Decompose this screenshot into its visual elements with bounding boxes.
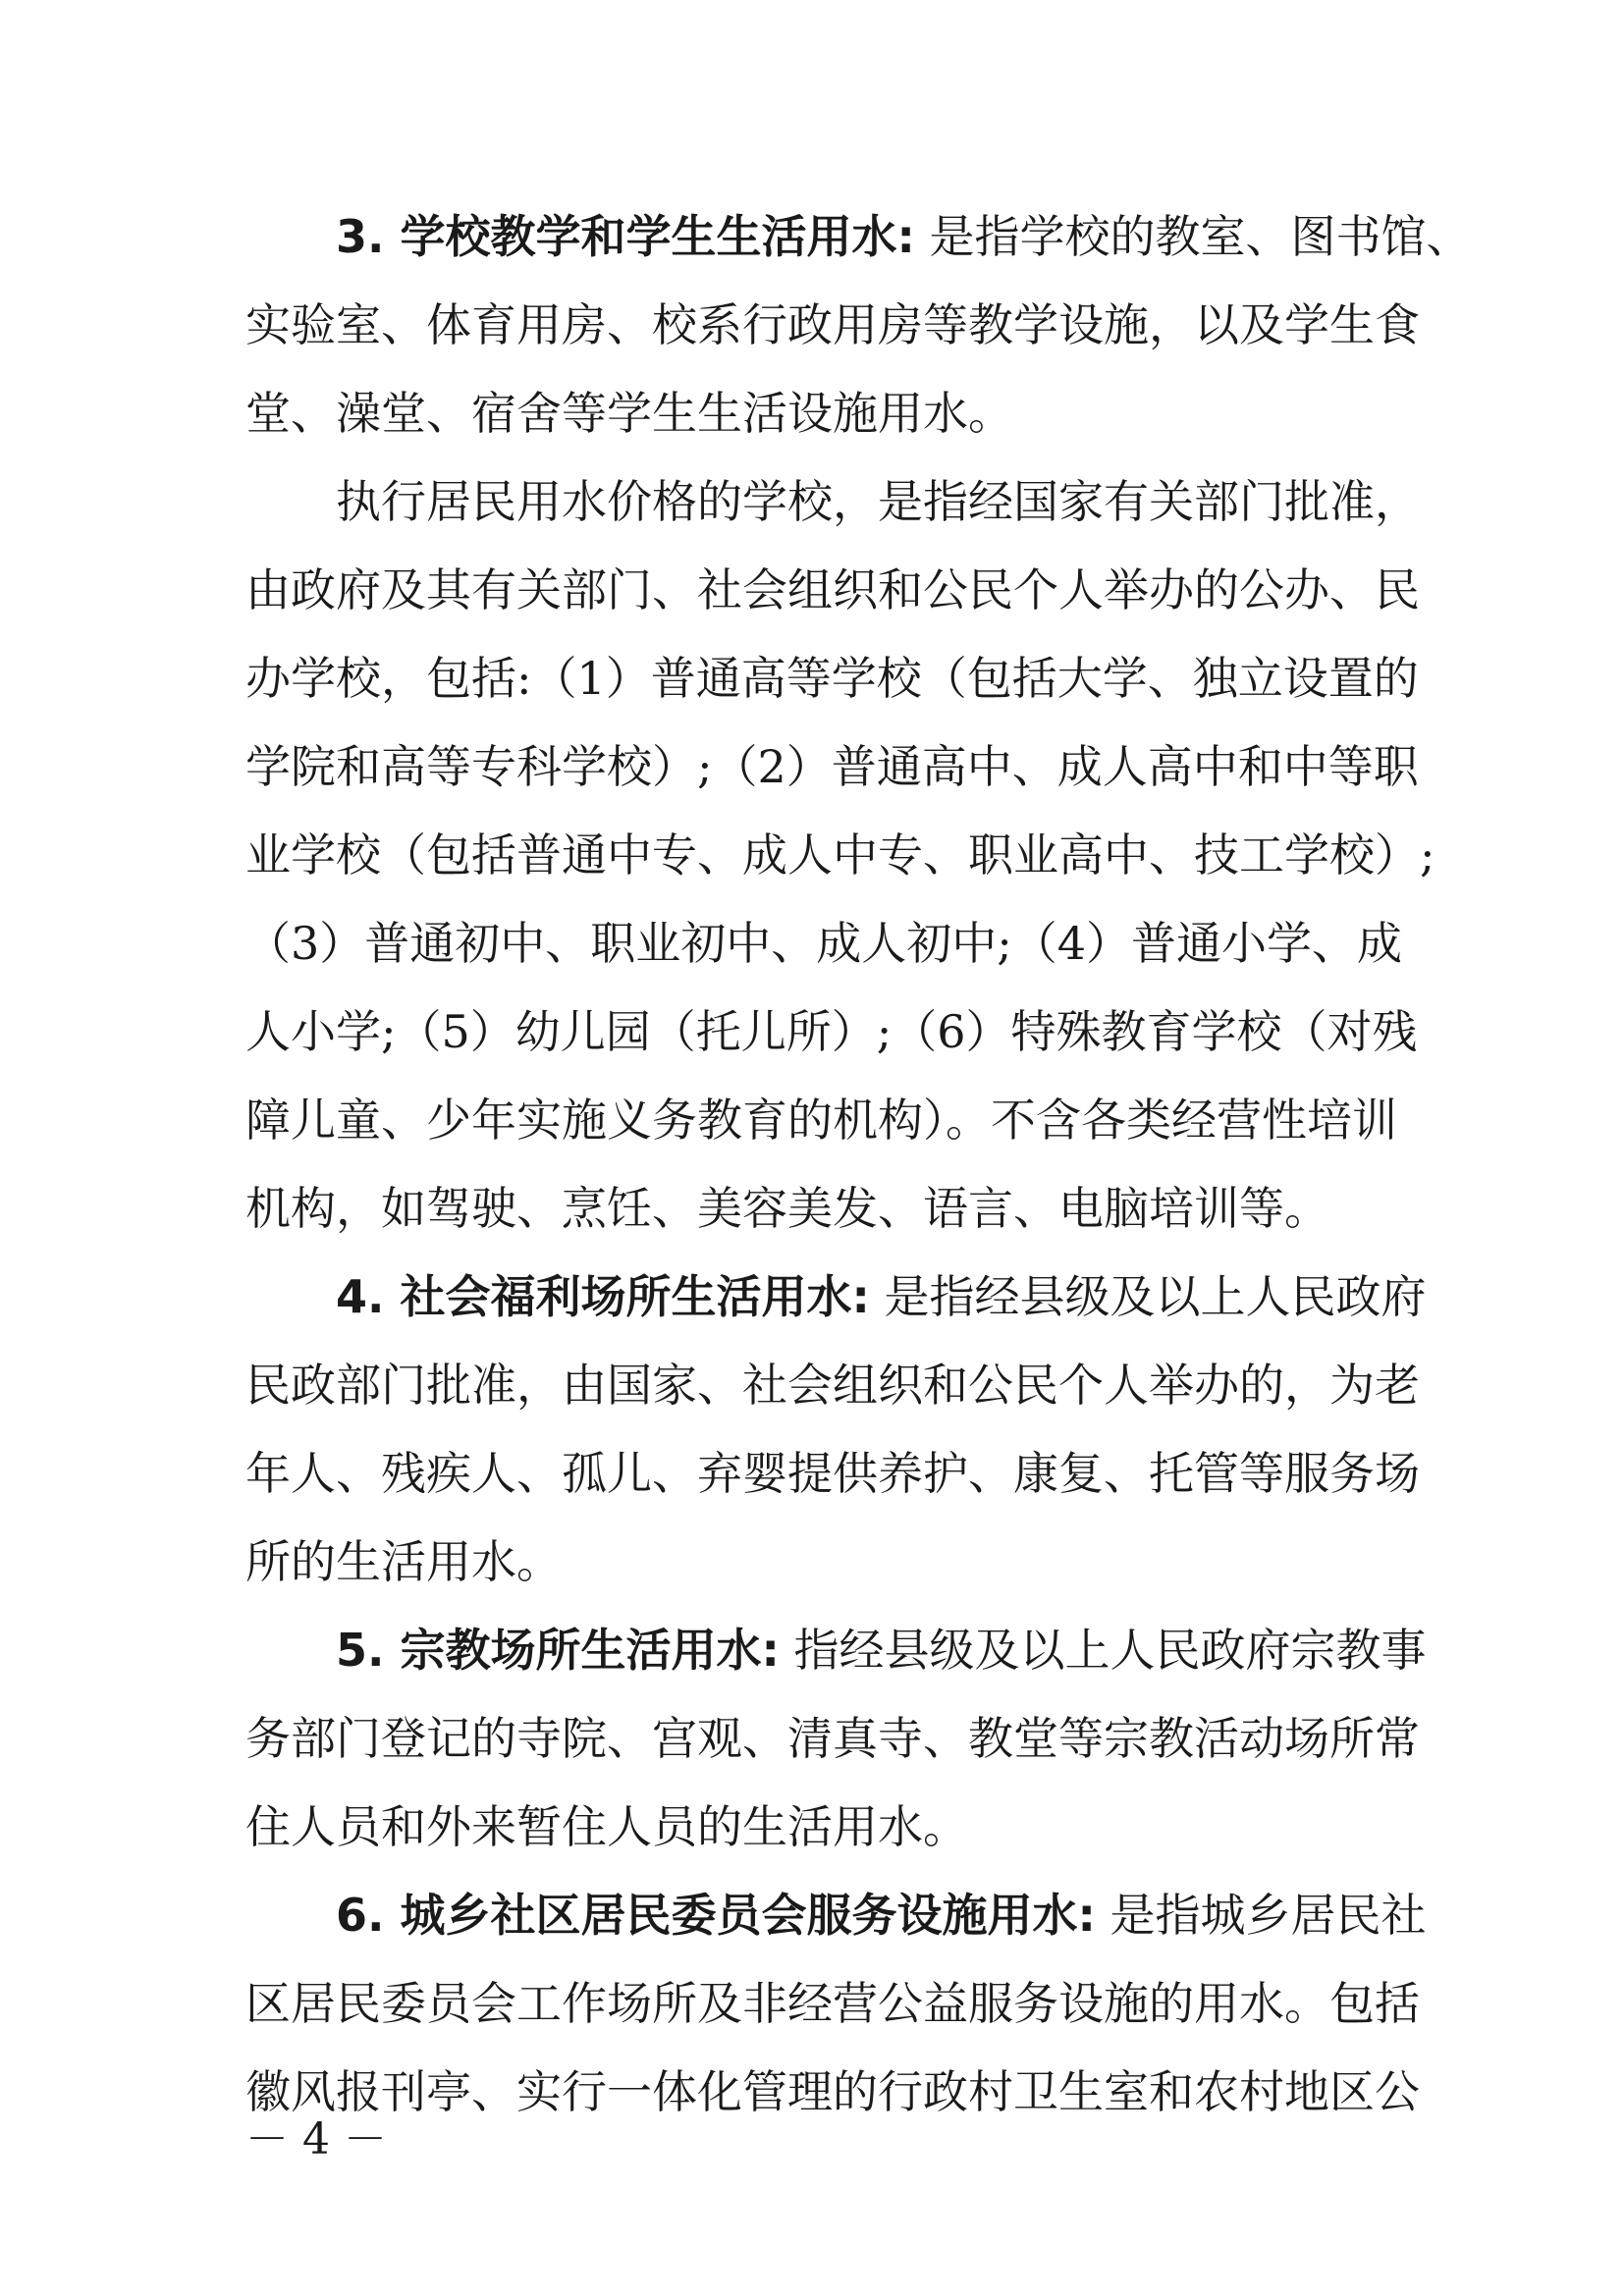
schools-paragraph-line-1: 执行居民用水价格的学校，是指经国家有关部门批准，	[336, 475, 1420, 528]
section-6-heading: 6. 城乡社区居民委员会服务设施用水:	[336, 1889, 1096, 1942]
page-number: － 4 －	[245, 2114, 387, 2164]
schools-paragraph-line-2: 由政府及其有关部门、社会组织和公民个人举办的公办、民	[245, 563, 1420, 616]
paragraph-6-line-1: 6. 城乡社区居民委员会服务设施用水: 是指城乡居民社	[336, 1889, 1427, 1942]
schools-paragraph-line-3: 办学校，包括:（1）普通高等学校（包括大学、独立设置的	[245, 652, 1419, 705]
paragraph-3-line-1: 3. 学校教学和学生生活用水: 是指学校的教室、图书馆、	[336, 210, 1472, 263]
paragraph-6-line-3: 徽风报刊亭、实行一体化管理的行政村卫生室和农村地区公	[245, 2065, 1420, 2118]
paragraph-3-line-2: 实验室、体育用房、校系行政用房等教学设施，以及学生食	[245, 298, 1420, 351]
schools-paragraph-line-9: 机构，如驾驶、烹饪、美容美发、语言、电脑培训等。	[245, 1182, 1329, 1235]
schools-paragraph-line-8: 障儿童、少年实施义务教育的机构）。不含各类经营性培训	[245, 1094, 1397, 1147]
section-5-heading: 5. 宗教场所生活用水:	[336, 1624, 780, 1677]
section-3-heading: 3. 学校教学和学生生活用水:	[336, 210, 915, 263]
schools-paragraph-line-7: 人小学;（5）幼儿园（托儿所）;（6）特殊教育学校（对残	[245, 1005, 1418, 1058]
paragraph-4-line-3: 年人、残疾人、孤儿、弃婴提供养护、康复、托管等服务场	[245, 1447, 1420, 1500]
paragraph-4-line-2: 民政部门批准，由国家、社会组织和公民个人举办的，为老	[245, 1359, 1420, 1412]
schools-paragraph-line-6: （3）普通初中、职业初中、成人初中;（4）普通小学、成	[245, 917, 1403, 970]
paragraph-4-line-4: 所的生活用水。	[245, 1535, 562, 1588]
schools-paragraph-line-4: 学院和高等专科学校）;（2）普通高中、成人高中和中等职	[245, 740, 1419, 793]
schools-paragraph-line-5: 业学校（包括普通中专、成人中专、职业高中、技工学校）;	[245, 828, 1435, 881]
paragraph-5-line-2: 务部门登记的寺院、宫观、清真寺、教堂等宗教活动场所常	[245, 1712, 1420, 1765]
paragraph-4-line-1: 4. 社会福利场所生活用水: 是指经县级及以上人民政府	[336, 1270, 1427, 1323]
paragraph-5-line-1: 5. 宗教场所生活用水: 指经县级及以上人民政府宗教事	[336, 1624, 1427, 1677]
paragraph-3-line-3: 堂、澡堂、宿舍等学生生活设施用水。	[245, 387, 1013, 440]
paragraph-6-line-2: 区居民委员会工作场所及非经营公益服务设施的用水。包括	[245, 1977, 1420, 2030]
paragraph-5-line-3: 住人员和外来暂住人员的生活用水。	[245, 1800, 968, 1853]
section-4-heading: 4. 社会福利场所生活用水:	[336, 1270, 870, 1323]
